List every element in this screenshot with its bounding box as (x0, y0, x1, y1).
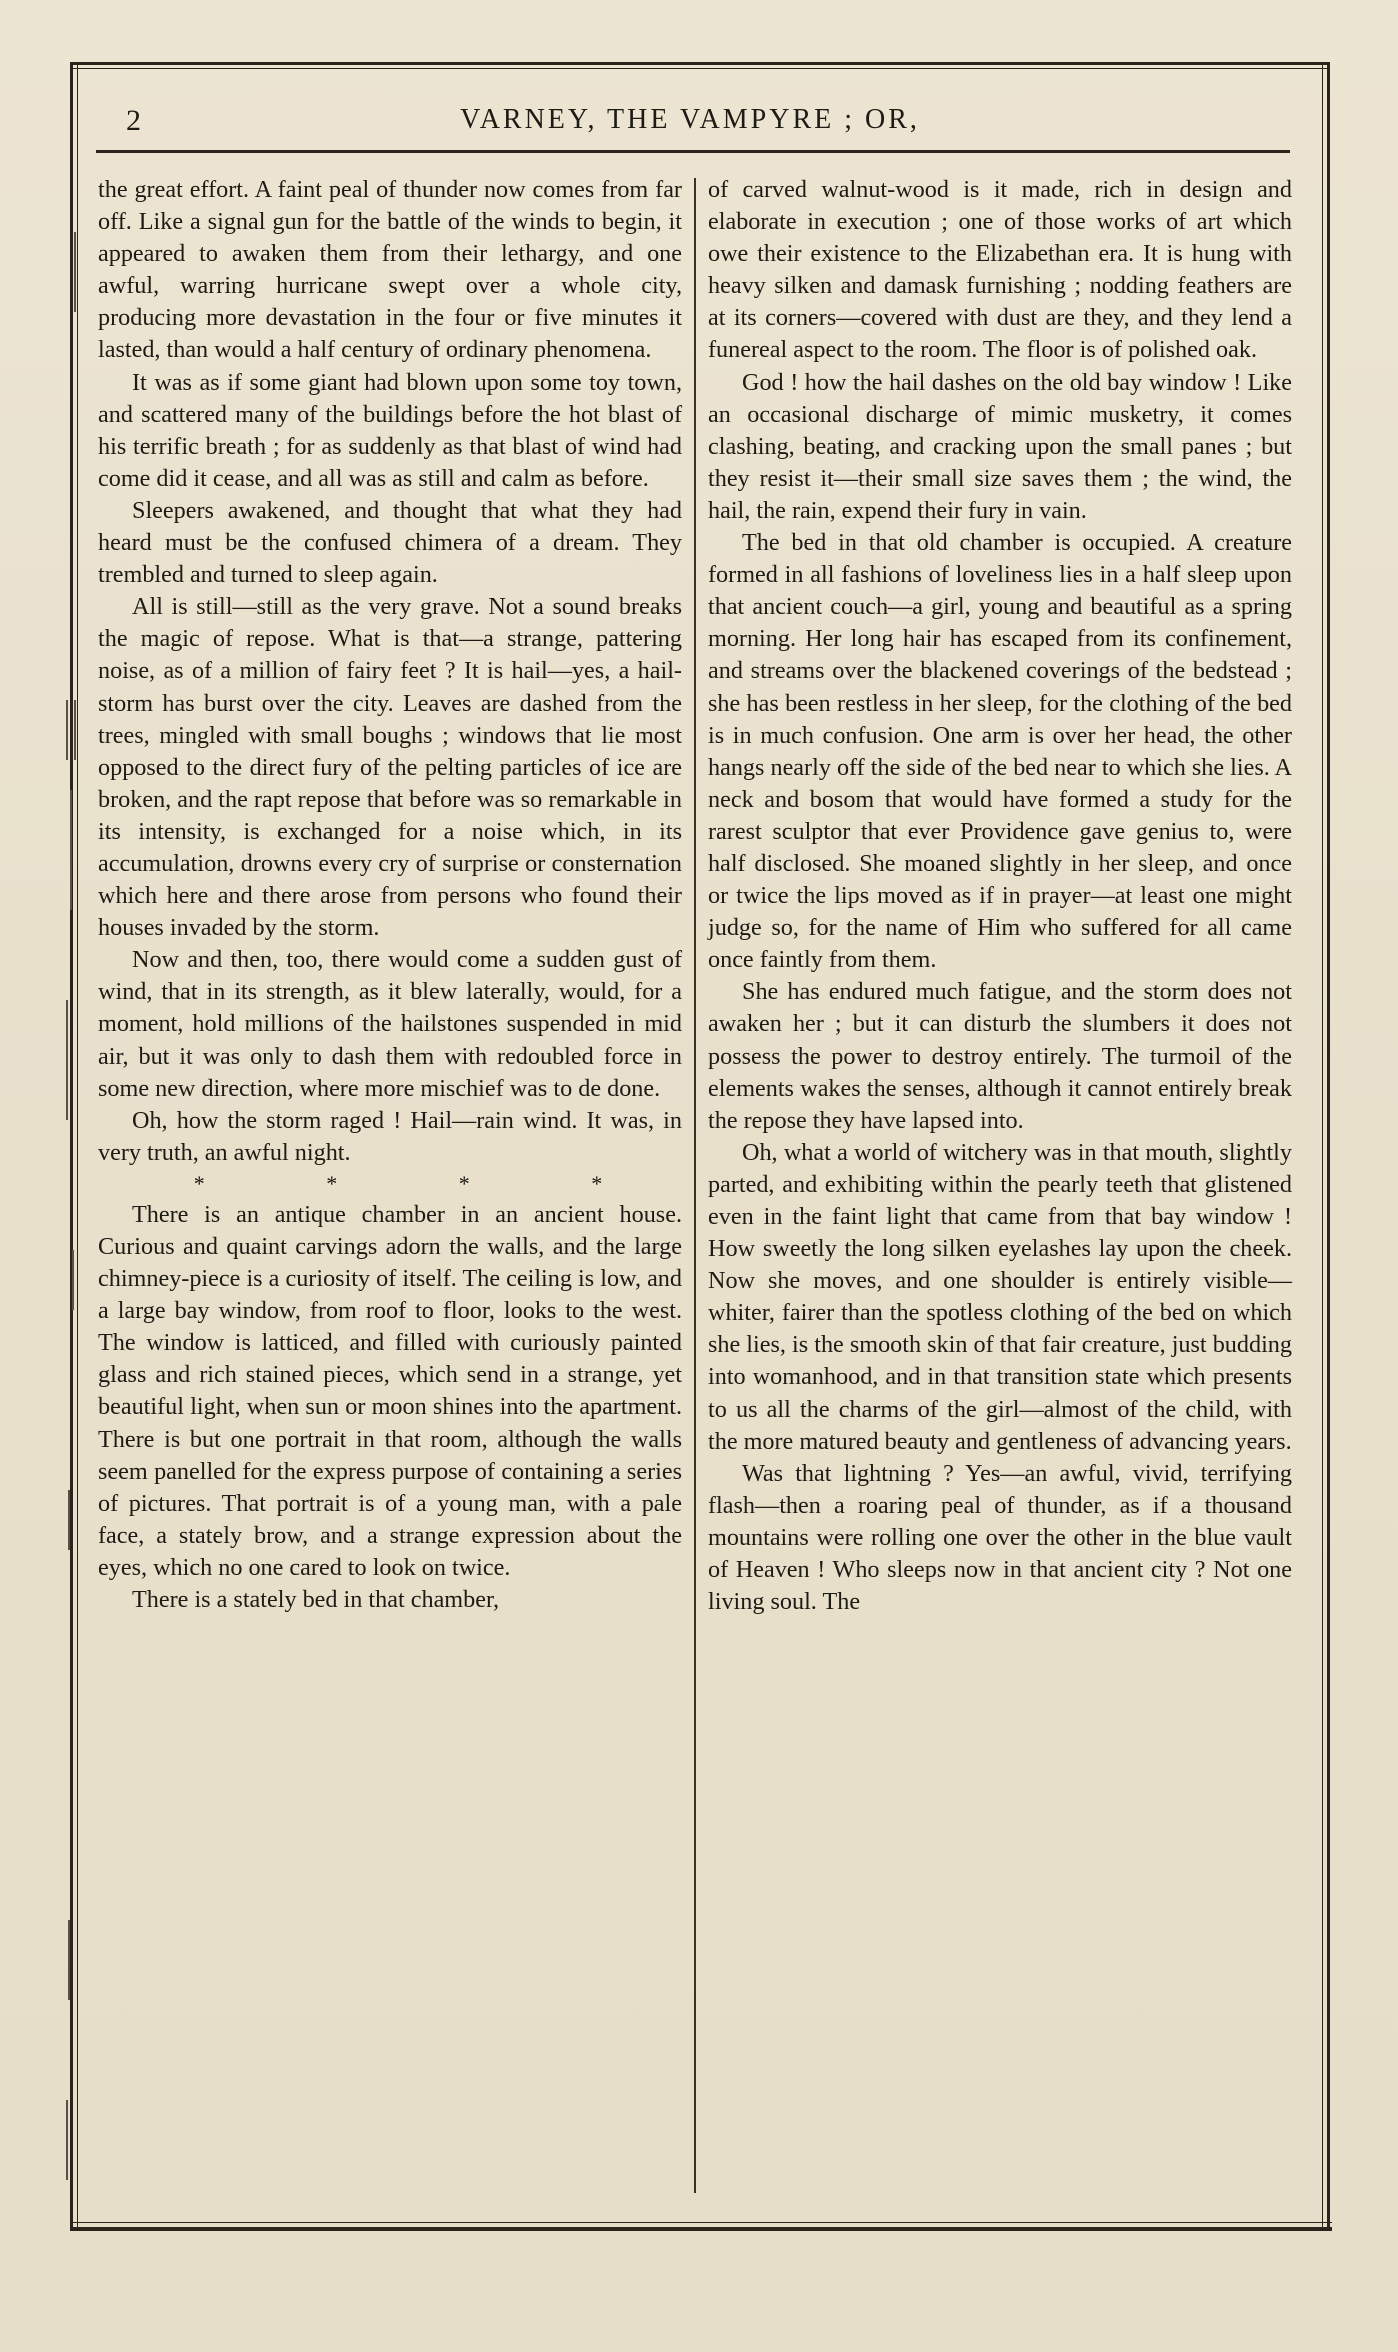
page-header (90, 104, 1290, 148)
right-column (708, 174, 1292, 1618)
left-column (98, 174, 682, 1616)
page-number: 2 (126, 104, 142, 137)
paragraph: God ! how the hail dashes on the old bay window ! Like an occasional discharge of mimic musketry, it comes clashing, beating, and cracking upon the small panes ; but they resist it—their small size saves them ; the wind, the hail, the rain, expend their fury in vain. (708, 368, 1292, 524)
running-head: VARNEY, THE VAMPYRE ; OR, (460, 104, 920, 135)
margin-mark (68, 1920, 70, 2000)
paragraph: Was that lightning ? Yes—an awful, vivid, terrifying flash—then a roaring peal of thunder, as if a thousand mountains were rolling one over the other in the blue vault of Heaven ! Who sleeps now in that ancient city ? Not one living soul. The (708, 1459, 1292, 1616)
paragraph: Oh, what a world of witchery was in that mouth, slightly parted, and exhibiting within the pearly teeth that glistened even in the faint light that came from that bay window ! How sweetly the long silken eyelashes lay upon the cheek. Now she moves, and one shoulder is entirely visible—whiter, fairer than the spotless clothing of the bed on which she lies, is the smooth skin of that fair creature, just budding into womanhood, and in that transition state which presents to us all the charms of the girl—almost of the child, with the more matured beauty and gentleness of advancing years. (708, 1138, 1292, 1455)
paragraph: There is a stately bed in that chamber, (132, 1586, 500, 1614)
margin-mark (66, 700, 68, 760)
header-rule (96, 150, 1290, 153)
paragraph: The bed in that old chamber is occupied. A creature formed in all fashions of loveliness lies in a half sleep upon that ancient couch—a girl, young and beautiful as a spring morning. Her long hair has escaped from its confinement, and streams over the blackened coverings of the bedstead ; she has been restless in her sleep, for the clothing of the bed is in much confusion. One arm is over her head, the other hangs nearly off the side of the bed near to which she lies. A neck and bosom that would have formed a study for the rarest sculptor that ever Providence gave genius to, were half disclosed. She moaned slightly in her sleep, and once or twice the lips moved as if in prayer—at least one might judge so, for the name of Him who suffered for all came once faintly from them. (708, 529, 1292, 974)
margin-mark (74, 232, 76, 312)
paragraph: of carved walnut-wood is it made, rich in design and elaborate in execution ; one of those works of art which owe their existence to the Elizabethan era. It is hung with heavy silken and damask furnishing ; nodding feathers are at its corners—covered with dust are they, and they lend a funereal aspect to the room. The floor is of polished oak. (708, 176, 1292, 364)
left-border-rule (70, 62, 78, 2230)
margin-mark (66, 2100, 68, 2180)
column-divider (694, 178, 696, 2193)
margin-mark (66, 1000, 68, 1120)
paragraph: It was as if some giant had blown upon some toy town, and scattered many of the buildings before the hot blast of his terrific breath ; for as suddenly as that blast of wind had come did it cease, and all was as still and calm as before. (98, 368, 682, 492)
margin-mark (74, 700, 76, 760)
paragraph: There is an antique chamber in an ancient house. Curious and quaint carvings adorn the walls, and the large chimney-piece is a curiosity of itself. The ceiling is low, and a large bay window, from roof to floor, looks to the west. The window is latticed, and filled with curiously painted glass and rich stained pieces, which send in a strange, yet beautiful light, when sun or moon shines into the apartment. There is but one portrait in that room, although the walls seem panelled for the express purpose of containing a series of pictures. That portrait is of a young man, with a pale face, a stately brow, and a strange expression about the eyes, which no one cared to look on twice. (98, 1200, 682, 1581)
paragraph: She has endured much fatigue, and the storm does not awaken her ; but it can disturb the slumbers it does not possess the power to destroy entirely. The turmoil of the elements wakes the senses, although it cannot entirely break the repose they have lapsed into. (708, 978, 1292, 1134)
top-border-rule (70, 62, 1330, 69)
paragraph: All is still—still as the very grave. Not a sound breaks the magic of repose. What is that—a strange, pattering noise, as of a million of fairy feet ? It is hail—yes, a hail-storm has burst over the city. Leaves are dashed from the trees, mingled with small boughs ; windows that lie most opposed to the direct fury of the pelting particles of ice are broken, and the rapt repose that before was so remarkable in its intensity, is exchanged for a noise which, in its accumulation, drowns every cry of surprise or consternation which here and there arose from persons who found their houses invaded by the storm. (98, 593, 682, 942)
paragraph: the great effort. A faint peal of thunder now comes from far off. Like a signal gun for the battle of the winds to begin, it appeared to awaken them from their lethargy, and one awful, warring hurricane swept over a whole city, producing more devastation in the four or five minutes it lasted, than would a half century of ordinary phenomena. (98, 176, 682, 364)
paragraph: Oh, how the storm raged ! Hail—rain wind. It was, in very truth, an awful night. (98, 1106, 682, 1166)
paragraph: Now and then, too, there would come a sudden gust of wind, that in its strength, as it blew laterally, would, for a moment, hold millions of the hailstones suspended in mid air, but it was only to dash them with redoubled force in some new direction, where more mischief was to de done. (98, 946, 682, 1102)
margin-mark (72, 1250, 74, 1310)
bottom-border-rule (70, 2222, 1332, 2231)
margin-mark (68, 1490, 70, 1550)
margin-mark (70, 790, 72, 910)
paragraph: Sleepers awakened, and thought that what they had heard must be the confused chimera of a dream. They trembled and turned to sleep again. (98, 496, 682, 589)
right-border-rule (1322, 62, 1330, 2230)
section-asterisks: * * * * (193, 1170, 661, 1196)
